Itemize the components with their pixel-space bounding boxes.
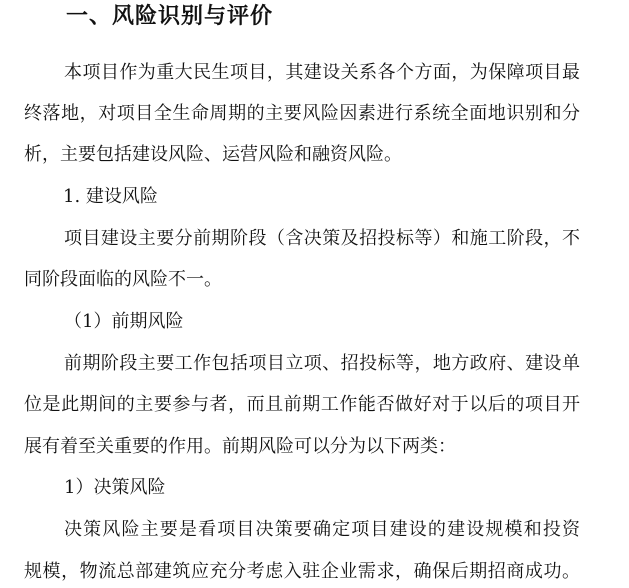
paragraph-line: 决策风险主要是看项目决策要确定项目建设的建设规模和投资 [64,519,580,540]
subsection-heading: 1）决策风险 [64,477,166,498]
paragraph-line: 位是此期间的主要参与者，而且前期工作能否做好对于以后的项目开 [24,394,580,415]
subsection-heading: （1）前期风险 [64,311,184,332]
paragraph-line: 前期阶段主要工作包括项目立项、招投标等，地方政府、建设单 [64,353,580,374]
paragraph-line: 同阶段面临的风险不一。 [24,269,222,290]
paragraph-line: 规模，物流总部建筑应充分考虑入驻企业需求，确保后期招商成功。 [24,561,580,582]
paragraph-line: 项目建设主要分前期阶段（含决策及招投标等）和施工阶段，不 [64,228,580,249]
paragraph-line: 本项目作为重大民生项目，其建设关系各个方面，为保障项目最 [64,62,580,83]
paragraph-line: 析，主要包括建设风险、运营风险和融资风险。 [24,144,402,165]
paragraph-line: 终落地，对项目全生命周期的主要风险因素进行系统全面地识别和分 [24,103,580,124]
section-heading: 一、风险识别与评价 [66,4,274,29]
subsection-heading: 1. 建设风险 [63,186,158,207]
paragraph-line: 展有着至关重要的作用。前期风险可以分为以下两类： [24,436,456,457]
